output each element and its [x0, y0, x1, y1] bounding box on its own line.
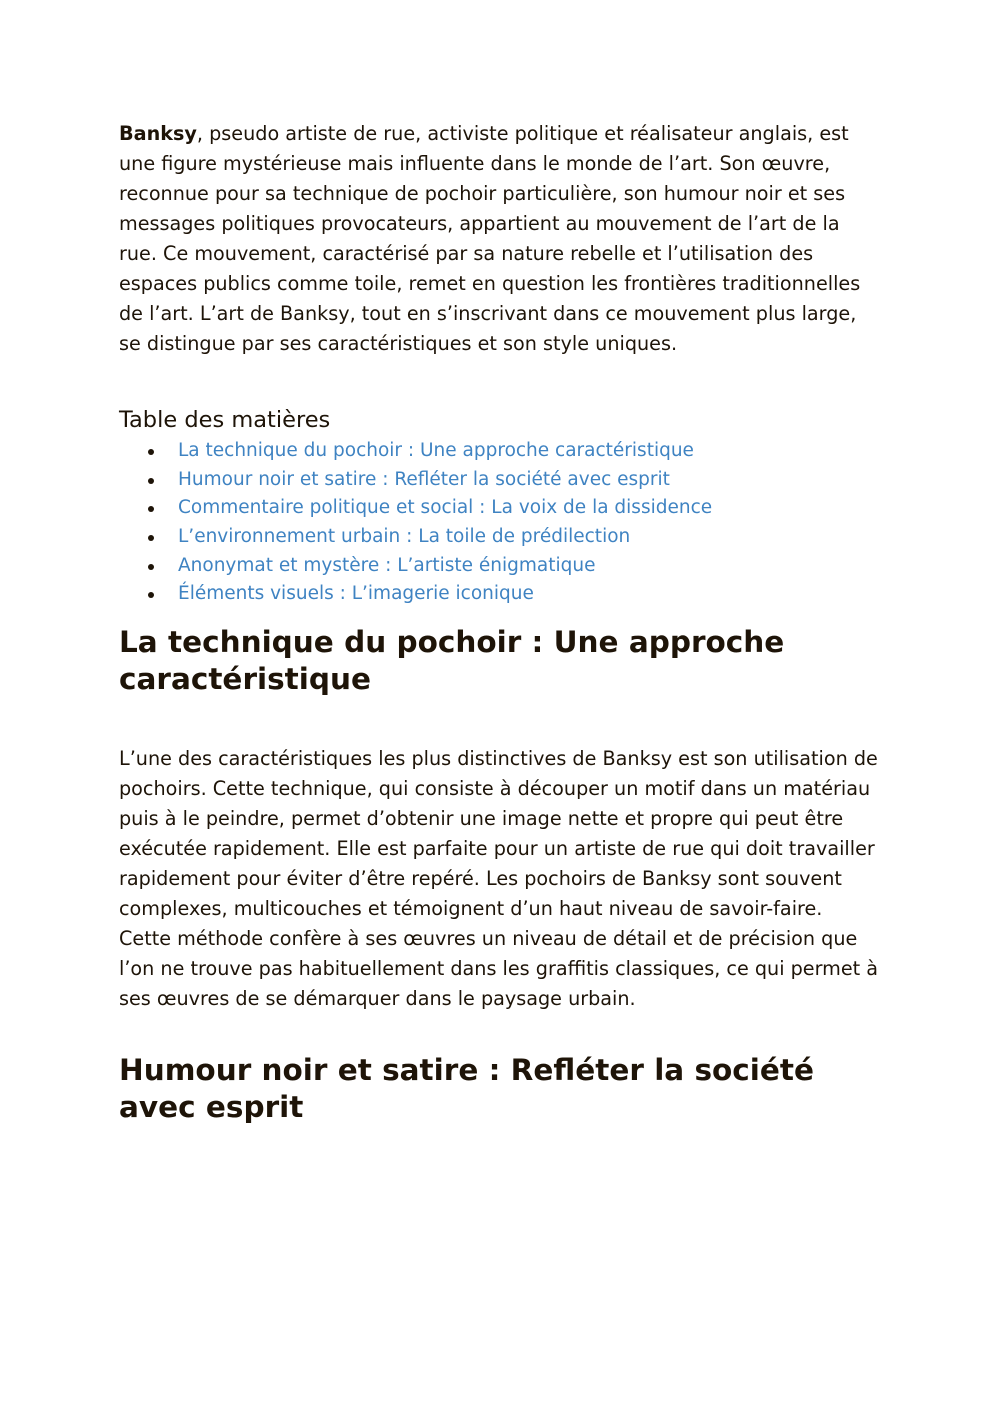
toc-link-technique-pochoir[interactable]: La technique du pochoir : Une approche caractéristique [178, 440, 694, 461]
bullet-icon [148, 564, 154, 570]
toc-item [119, 437, 879, 466]
intro-bold-name: Banksy [119, 122, 197, 145]
toc-link-elements-visuels[interactable]: Éléments visuels : L’imagerie iconique [178, 583, 534, 605]
section-heading-humour-noir: Humour noir et satire : Refléter la société avec esprit [119, 1053, 815, 1124]
toc-link-commentaire-politique[interactable]: Commentaire politique et social : La voix de la dissidence [178, 497, 713, 519]
toc-item [119, 494, 879, 523]
toc-item [119, 580, 879, 609]
toc-item [119, 523, 879, 552]
bullet-icon [148, 592, 154, 598]
toc-item [119, 552, 879, 581]
section-heading-technique-pochoir: La technique du pochoir : Une approche caractéristique [119, 625, 785, 696]
intro-text: , pseudo artiste de rue, activiste politique et réalisateur anglais, est une figure mystérieuse mais influente dans le monde de l’art. Son œuvre, reconnue pour sa technique de pochoir particulière, son humour noir et ses messages politiques provocateurs, appartient au mouvement de l’art de la rue. Ce mouvement, caractérisé par sa nature rebelle et l’utilisation des espaces publics comme toile, remet en question les frontières traditionnelles de l’art. L’art de Banksy, tout en s’inscrivant dans ce mouvement plus large, se distingue par ses caractéristiques et son style uniques. [119, 122, 861, 355]
bullet-icon [148, 506, 154, 512]
bullet-icon [148, 449, 154, 455]
toc-item [119, 466, 879, 495]
toc-link-anonymat[interactable]: Anonymat et mystère : L’artiste énigmatique [178, 554, 596, 576]
section-body-technique-pochoir: L’une des caractéristiques les plus distinctives de Banksy est son utilisation de pochoirs. Cette technique, qui consiste à découper un motif dans un matériau puis à le peindre, permet d’obtenir une image nette et propre qui peut être exécutée rapidement. Elle est parfaite pour un artiste de rue qui doit travailler rapidement pour éviter d’être repéré. Les pochoirs de Banksy sont souvent complexes, multicouches et témoignent d’un haut niveau de savoir-faire. Cette méthode confère à ses œuvres un niveau de détail et de précision que l’on ne trouve pas habituellement dans les graffitis classiques, ce qui permet à ses œuvres de se démarquer dans le paysage urbain. [119, 747, 879, 1011]
bullet-icon [148, 478, 154, 484]
toc-link-humour-noir[interactable]: Humour noir et satire : Refléter la société avec esprit [178, 468, 670, 490]
toc-title: Table des matières [119, 407, 331, 433]
intro-paragraph [119, 119, 879, 359]
bullet-icon [148, 535, 154, 541]
table-of-contents [119, 437, 879, 609]
document-page [119, 119, 879, 1125]
toc-link-environnement-urbain[interactable]: L’environnement urbain : La toile de prédilection [178, 526, 631, 548]
